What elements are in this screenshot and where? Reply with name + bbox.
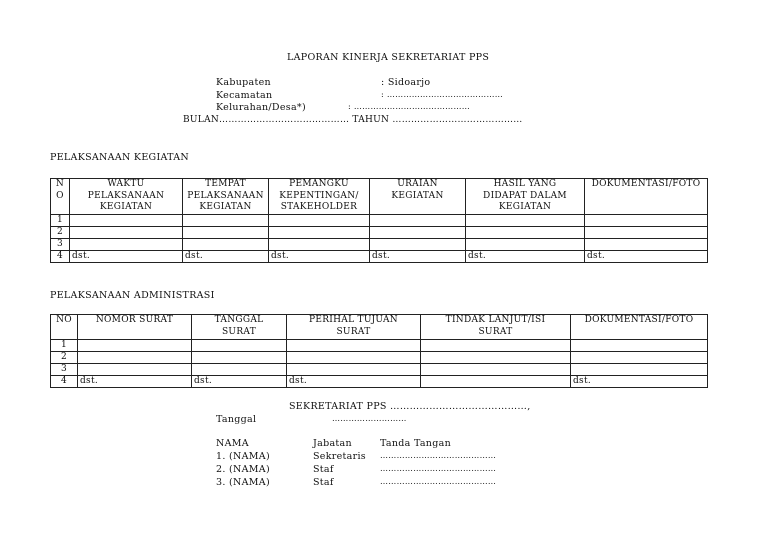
- table-cell: [183, 227, 269, 239]
- kecamatan-label: Kecamatan: [216, 90, 273, 101]
- kabupaten-label: Kabupaten: [216, 77, 271, 88]
- table-cell: [287, 340, 421, 352]
- table-cell: [421, 364, 571, 376]
- kegiatan-header-row: [51, 179, 708, 215]
- table-cell: dst.: [287, 376, 421, 388]
- table-cell: [192, 364, 287, 376]
- kelurahan-value: : ……………………………………: [348, 102, 471, 111]
- table-cell: [78, 364, 192, 376]
- table-cell: [192, 352, 287, 364]
- signer-jabatan: Staf: [313, 477, 334, 488]
- table-cell: dst.: [571, 376, 708, 388]
- kelurahan-label: Kelurahan/Desa*): [216, 102, 306, 113]
- table-cell: 3: [51, 239, 70, 251]
- table-cell: [287, 352, 421, 364]
- jabatan-header: Jabatan: [313, 438, 352, 449]
- table-cell: dst.: [466, 251, 585, 263]
- table-cell: [466, 215, 585, 227]
- table-cell: [370, 239, 466, 251]
- table-cell: [571, 352, 708, 364]
- signer-jabatan: Staf: [313, 464, 334, 475]
- tanggal-label: Tanggal: [216, 414, 257, 425]
- col-header: PEMANGKU KEPENTINGAN/ STAKEHOLDER: [269, 179, 370, 215]
- col-header: WAKTU PELAKSANAAN KEGIATAN: [70, 179, 183, 215]
- table-cell: [585, 239, 708, 251]
- table-cell: [466, 227, 585, 239]
- table-cell: [466, 239, 585, 251]
- table-cell: dst.: [183, 251, 269, 263]
- table-cell: [585, 215, 708, 227]
- table-cell: 1: [51, 215, 70, 227]
- table-cell: [70, 227, 183, 239]
- table-cell: [192, 340, 287, 352]
- col-header: NO: [51, 315, 78, 340]
- section-title-kegiatan: PELAKSANAAN KEGIATAN: [50, 152, 190, 163]
- administrasi-header-row: [51, 315, 708, 340]
- table-row: [51, 340, 708, 352]
- table-row: [51, 364, 708, 376]
- table-cell: [269, 239, 370, 251]
- table-cell: 4: [51, 376, 78, 388]
- nama-header: NAMA: [216, 438, 249, 449]
- table-row: [51, 215, 708, 227]
- col-header: DOKUMENTASI/FOTO: [585, 179, 708, 215]
- kecamatan-value: : ……………………………………: [381, 90, 504, 99]
- report-title: LAPORAN KINERJA SEKRETARIAT PPS: [287, 52, 490, 63]
- administrasi-table: [50, 314, 708, 388]
- signer-jabatan: Sekretaris: [313, 451, 366, 462]
- col-header: NOMOR SURAT: [78, 315, 192, 340]
- table-cell: dst.: [192, 376, 287, 388]
- table-cell: [421, 376, 571, 388]
- signer-name: 3. (NAMA): [216, 477, 270, 488]
- signer-name: 2. (NAMA): [216, 464, 270, 475]
- table-cell: [269, 227, 370, 239]
- table-cell: [571, 340, 708, 352]
- table-row: [51, 352, 708, 364]
- table-row: [51, 376, 708, 388]
- table-cell: [183, 215, 269, 227]
- col-header: URAIAN KEGIATAN: [370, 179, 466, 215]
- col-header: PERIHAL TUJUAN SURAT: [287, 315, 421, 340]
- table-cell: [370, 227, 466, 239]
- table-cell: [585, 227, 708, 239]
- col-header: TINDAK LANJUT/ISI SURAT: [421, 315, 571, 340]
- table-cell: [287, 364, 421, 376]
- table-cell: 2: [51, 227, 70, 239]
- tanggal-dots: ………………………: [332, 414, 407, 423]
- table-cell: [421, 340, 571, 352]
- table-cell: 1: [51, 340, 78, 352]
- table-cell: dst.: [269, 251, 370, 263]
- sekretariat-line: SEKRETARIAT PPS ……………………………………,: [289, 401, 531, 412]
- table-row: [51, 227, 708, 239]
- signer-ttd: ……………………………………: [380, 477, 497, 486]
- col-header: TEMPAT PELAKSANAAN KEGIATAN: [183, 179, 269, 215]
- signer-ttd: ……………………………………: [380, 464, 497, 473]
- table-cell: [183, 239, 269, 251]
- table-cell: dst.: [585, 251, 708, 263]
- table-cell: [571, 364, 708, 376]
- table-cell: dst.: [78, 376, 192, 388]
- table-cell: 3: [51, 364, 78, 376]
- table-cell: dst.: [370, 251, 466, 263]
- col-header: DOKUMENTASI/FOTO: [571, 315, 708, 340]
- kabupaten-value: : Sidoarjo: [381, 77, 431, 88]
- table-row: [51, 251, 708, 263]
- col-header: TANGGAL SURAT: [192, 315, 287, 340]
- ttd-header: Tanda Tangan: [380, 438, 451, 449]
- col-header: HASIL YANG DIDAPAT DALAM KEGIATAN: [466, 179, 585, 215]
- table-cell: [370, 215, 466, 227]
- table-cell: [421, 352, 571, 364]
- table-row: [51, 239, 708, 251]
- col-header: N O: [51, 179, 70, 215]
- signer-ttd: ……………………………………: [380, 451, 497, 460]
- table-cell: 4: [51, 251, 70, 263]
- table-cell: 2: [51, 352, 78, 364]
- signer-name: 1. (NAMA): [216, 451, 270, 462]
- bulan-tahun-line: BULAN…………………………………… TAHUN ……………………………………: [183, 115, 523, 125]
- table-cell: dst.: [70, 251, 183, 263]
- table-cell: [70, 239, 183, 251]
- table-cell: [78, 340, 192, 352]
- table-cell: [269, 215, 370, 227]
- section-title-administrasi: PELAKSANAAN ADMINISTRASI: [50, 290, 215, 301]
- kegiatan-table: [50, 178, 708, 263]
- table-cell: [78, 352, 192, 364]
- table-cell: [70, 215, 183, 227]
